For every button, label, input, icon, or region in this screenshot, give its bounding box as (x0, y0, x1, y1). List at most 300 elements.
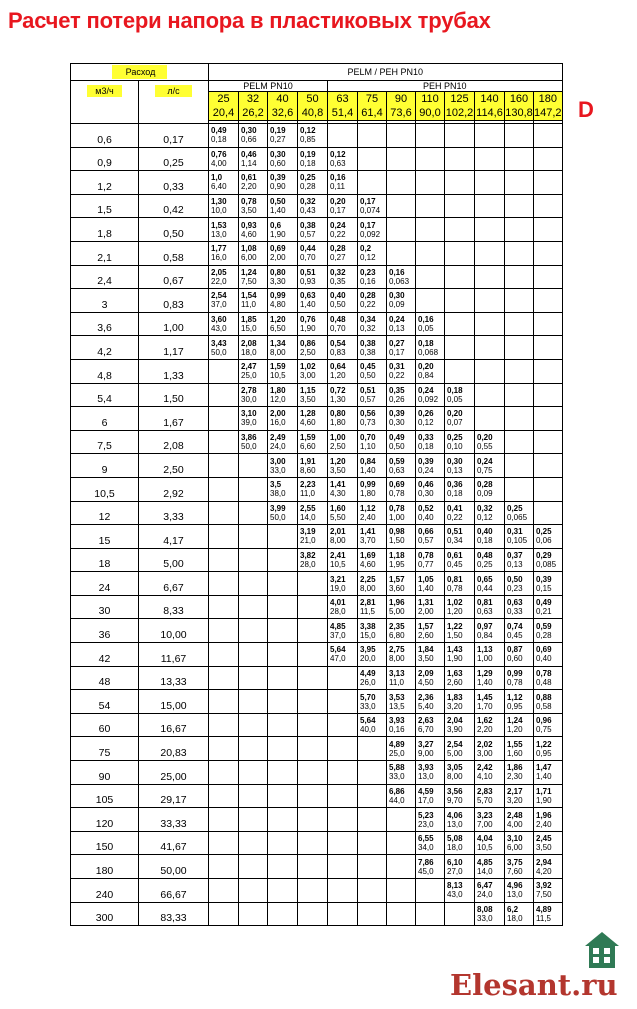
head-loss-table (70, 63, 563, 926)
head-loss-value: 1,20 (330, 371, 346, 381)
velocity-value: 0,49 (389, 433, 405, 443)
page-title: Расчет потери напора в пластиковых трубах (8, 8, 491, 33)
head-loss-value: 0,84 (418, 371, 434, 381)
head-loss-value: 0,78 (507, 677, 523, 687)
velocity-value: 0,69 (389, 480, 405, 490)
velocity-value: 0,76 (300, 315, 316, 325)
value-cell (416, 855, 445, 879)
velocity-value: 1,96 (389, 598, 405, 608)
velocity-value: 2,81 (360, 598, 376, 608)
value-cell (298, 241, 328, 265)
flow-ls-cell: 6,67 (139, 572, 209, 596)
head-loss-value: 3,00 (477, 748, 493, 758)
value-cell (298, 289, 328, 313)
value-cell (298, 312, 328, 336)
velocity-value: 0,61 (241, 173, 257, 183)
velocity-value: 3,75 (507, 857, 523, 867)
value-cell (387, 336, 416, 360)
velocity-value: 0,44 (300, 244, 316, 254)
velocity-value: 1,12 (507, 692, 523, 702)
empty-cell (358, 147, 387, 171)
empty-cell (358, 831, 387, 855)
empty-cell (475, 289, 505, 313)
flow-ls-cell: 11,67 (139, 643, 209, 667)
empty-cell (209, 548, 239, 572)
table-row (71, 194, 563, 218)
value-cell (445, 572, 475, 596)
value-cell (387, 430, 416, 454)
velocity-value: 0,32 (300, 197, 316, 207)
empty-cell (268, 548, 298, 572)
head-loss-value: 16,0 (211, 253, 227, 263)
head-loss-value: 0,12 (360, 253, 376, 263)
head-loss-value: 4,00 (507, 819, 523, 829)
empty-cell (209, 383, 239, 407)
site-logo[interactable]: Elesant.ru (450, 968, 618, 1002)
velocity-value: 3,53 (389, 692, 405, 702)
value-cell (358, 477, 387, 501)
table-row (71, 218, 563, 242)
table-row (71, 359, 563, 383)
head-loss-value: 45,0 (418, 866, 434, 876)
velocity-value: 0,12 (330, 149, 346, 159)
empty-cell (358, 879, 387, 903)
velocity-value: 0,50 (270, 197, 286, 207)
velocity-value: 0,34 (360, 315, 376, 325)
velocity-value: 2,54 (211, 291, 227, 301)
value-cell (239, 430, 268, 454)
empty-cell (358, 737, 387, 761)
empty-cell (239, 855, 268, 879)
head-loss-value: 0,16 (389, 725, 405, 735)
pipe-size-header (328, 92, 358, 121)
velocity-value: 1,41 (330, 480, 346, 490)
flow-ls-cell: 50,00 (139, 855, 209, 879)
velocity-value: 8,13 (447, 881, 463, 891)
head-loss-value: 11,0 (241, 300, 256, 310)
empty-cell (328, 666, 358, 690)
value-cell (268, 407, 298, 431)
empty-cell (505, 241, 534, 265)
head-loss-value: 5,40 (418, 701, 434, 711)
velocity-value: 0,25 (447, 433, 463, 443)
velocity-value: 1,29 (477, 668, 493, 678)
pipe-size-header (268, 92, 298, 121)
velocity-value: 1,30 (211, 197, 227, 207)
empty-cell (239, 784, 268, 808)
velocity-value: 8,08 (477, 904, 493, 914)
table-row (71, 666, 563, 690)
value-cell (416, 501, 445, 525)
flow-ls-cell: 0,42 (139, 194, 209, 218)
head-loss-value: 1,10 (360, 442, 376, 452)
velocity-value: 2,36 (418, 692, 434, 702)
empty-cell (298, 643, 328, 667)
value-cell (328, 265, 358, 289)
value-cell (358, 218, 387, 242)
velocity-value: 0,28 (330, 244, 346, 254)
head-loss-value: 4,50 (418, 677, 434, 687)
value-cell (358, 713, 387, 737)
value-cell (475, 619, 505, 643)
empty-cell (505, 218, 534, 242)
head-loss-value: 0,26 (389, 394, 405, 404)
head-loss-value: 0,57 (418, 536, 434, 546)
head-loss-value: 0,60 (270, 158, 286, 168)
empty-cell (328, 713, 358, 737)
velocity-value: 0,6 (270, 220, 282, 230)
empty-cell (209, 430, 239, 454)
velocity-value: 0,69 (536, 645, 552, 655)
value-cell (475, 831, 505, 855)
velocity-value: 0,24 (477, 456, 493, 466)
velocity-value: 0,39 (270, 173, 286, 183)
velocity-value: 3,27 (418, 739, 434, 749)
head-loss-value: 11,5 (360, 607, 375, 617)
velocity-value: 4,85 (477, 857, 493, 867)
pipe-size-header (475, 92, 505, 121)
head-loss-value: 25,0 (389, 748, 405, 758)
head-loss-value: 4,10 (477, 772, 493, 782)
velocity-value: 1,86 (507, 763, 523, 773)
flow-ls-cell: 0,83 (139, 289, 209, 313)
pipe-size-header (358, 92, 387, 121)
value-cell (416, 477, 445, 501)
value-cell (534, 879, 563, 903)
velocity-value: 0,51 (360, 385, 376, 395)
velocity-value: 0,20 (418, 362, 434, 372)
velocity-value: 1,08 (241, 244, 257, 254)
flow-ls-cell: 2,50 (139, 454, 209, 478)
empty-cell (505, 124, 534, 148)
empty-cell (328, 855, 358, 879)
velocity-value: 2,54 (447, 739, 463, 749)
velocity-value: 1,20 (330, 456, 346, 466)
empty-cell (209, 572, 239, 596)
unit-ls-label: л/с (155, 85, 191, 97)
value-cell (209, 289, 239, 313)
head-loss-value: 3,20 (507, 795, 523, 805)
empty-cell (445, 336, 475, 360)
empty-cell (534, 241, 563, 265)
value-cell (298, 171, 328, 195)
value-cell (328, 643, 358, 667)
value-cell (505, 784, 534, 808)
velocity-value: 1,60 (330, 503, 346, 513)
value-cell (239, 218, 268, 242)
value-cell (298, 454, 328, 478)
empty-cell (328, 902, 358, 926)
table-row (71, 713, 563, 737)
empty-cell (328, 831, 358, 855)
head-loss-value: 44,0 (389, 795, 405, 805)
empty-cell (268, 713, 298, 737)
value-cell (505, 808, 534, 832)
velocity-value: 2,41 (330, 550, 346, 560)
flow-ls-cell: 5,00 (139, 548, 209, 572)
velocity-value: 0,87 (507, 645, 523, 655)
flow-header-label: Расход (112, 65, 168, 79)
head-loss-value: 28,0 (300, 559, 316, 569)
empty-cell (505, 359, 534, 383)
head-loss-value: 0,45 (447, 559, 463, 569)
flow-m3h-cell: 7,5 (71, 430, 139, 454)
value-cell (298, 124, 328, 148)
table-row (71, 430, 563, 454)
velocity-value: 0,80 (330, 409, 346, 419)
velocity-value: 1,24 (241, 267, 257, 277)
head-loss-value: 18,0 (507, 913, 523, 923)
value-cell (328, 241, 358, 265)
value-cell (268, 383, 298, 407)
value-cell (445, 548, 475, 572)
velocity-value: 0,78 (241, 197, 257, 207)
empty-cell (358, 855, 387, 879)
empty-cell (534, 336, 563, 360)
empty-cell (534, 359, 563, 383)
empty-cell (328, 784, 358, 808)
velocity-value: 0,70 (360, 433, 376, 443)
empty-cell (505, 147, 534, 171)
empty-cell (534, 383, 563, 407)
value-cell (298, 218, 328, 242)
value-cell (387, 666, 416, 690)
velocity-value: 0,48 (330, 315, 346, 325)
value-cell (298, 430, 328, 454)
head-loss-value: 3,30 (270, 276, 286, 286)
value-cell (475, 737, 505, 761)
head-loss-value: 0,55 (477, 442, 493, 452)
velocity-value: 0,37 (507, 550, 523, 560)
empty-cell (387, 124, 416, 148)
empty-cell (505, 265, 534, 289)
value-cell (268, 194, 298, 218)
empty-cell (534, 218, 563, 242)
head-loss-value: 12,0 (270, 394, 286, 404)
value-cell (239, 383, 268, 407)
pipe-inner-diameter: 102,2 (445, 107, 474, 119)
empty-cell (534, 171, 563, 195)
empty-cell (268, 784, 298, 808)
value-cell (534, 855, 563, 879)
value-cell (387, 784, 416, 808)
value-cell (298, 407, 328, 431)
empty-cell (387, 241, 416, 265)
empty-cell (298, 879, 328, 903)
velocity-value: 2,47 (241, 362, 257, 372)
empty-cell (239, 831, 268, 855)
velocity-value: 2,25 (360, 574, 376, 584)
empty-cell (328, 808, 358, 832)
flow-ls-cell: 13,33 (139, 666, 209, 690)
head-loss-value: 0,50 (389, 442, 405, 452)
value-cell (534, 808, 563, 832)
value-cell (475, 454, 505, 478)
velocity-value: 2,48 (507, 810, 523, 820)
value-cell (416, 666, 445, 690)
velocity-value: 0,86 (300, 338, 316, 348)
pipe-nominal-size: 25 (217, 93, 230, 105)
velocity-value: 0,38 (300, 220, 316, 230)
table-row (71, 525, 563, 549)
value-cell (475, 690, 505, 714)
head-loss-value: 1,80 (330, 418, 346, 428)
value-cell (387, 761, 416, 785)
head-loss-value: 0,66 (241, 135, 257, 145)
velocity-value: 1,02 (300, 362, 316, 372)
value-cell (505, 643, 534, 667)
head-loss-value: 0,60 (507, 654, 523, 664)
empty-cell (239, 713, 268, 737)
empty-cell (387, 831, 416, 855)
value-cell (534, 902, 563, 926)
unit-m3h-header (71, 81, 139, 124)
empty-cell (505, 336, 534, 360)
velocity-value: 0,93 (241, 220, 257, 230)
velocity-value: 3,92 (536, 881, 552, 891)
empty-cell (328, 124, 358, 148)
flow-m3h-cell: 5,4 (71, 383, 139, 407)
head-loss-value: 0,63 (477, 607, 493, 617)
velocity-value: 3,23 (477, 810, 493, 820)
velocity-value: 3,43 (211, 338, 227, 348)
head-loss-value: 0,84 (477, 630, 493, 640)
pipe-size-header (416, 92, 445, 121)
empty-cell (505, 171, 534, 195)
empty-cell (209, 879, 239, 903)
head-loss-value: 0,78 (389, 489, 405, 499)
empty-cell (416, 265, 445, 289)
head-loss-value: 10,5 (270, 371, 286, 381)
head-loss-value: 15,0 (360, 630, 376, 640)
flow-ls-cell: 16,67 (139, 713, 209, 737)
empty-cell (239, 690, 268, 714)
flow-m3h-cell: 24 (71, 572, 139, 596)
value-cell (505, 690, 534, 714)
table-row (71, 572, 563, 596)
empty-cell (445, 218, 475, 242)
velocity-value: 5,70 (360, 692, 376, 702)
value-cell (387, 643, 416, 667)
empty-cell (505, 477, 534, 501)
empty-cell (239, 902, 268, 926)
velocity-value: 2,75 (389, 645, 405, 655)
head-loss-value: 1,95 (389, 559, 405, 569)
head-loss-value: 0,10 (447, 442, 463, 452)
velocity-value: 3,21 (330, 574, 346, 584)
value-cell (534, 784, 563, 808)
empty-cell (387, 879, 416, 903)
empty-cell (416, 124, 445, 148)
empty-cell (268, 855, 298, 879)
head-loss-value: 0,95 (507, 701, 523, 711)
head-loss-value: 3,50 (536, 843, 552, 853)
head-loss-value: 1,40 (418, 583, 434, 593)
value-cell (445, 407, 475, 431)
value-cell (445, 808, 475, 832)
empty-cell (328, 690, 358, 714)
velocity-value: 0,30 (270, 149, 286, 159)
empty-cell (298, 784, 328, 808)
value-cell (209, 241, 239, 265)
velocity-value: 1,12 (360, 503, 376, 513)
value-cell (268, 359, 298, 383)
empty-cell (416, 879, 445, 903)
table-row (71, 265, 563, 289)
flow-ls-cell: 83,33 (139, 902, 209, 926)
velocity-value: 3,5 (270, 480, 282, 490)
head-loss-value: 0,73 (360, 418, 376, 428)
head-loss-value: 24,0 (270, 442, 286, 452)
velocity-value: 1,59 (300, 433, 316, 443)
head-loss-value: 13,0 (447, 819, 463, 829)
flow-m3h-cell: 90 (71, 761, 139, 785)
head-loss-value: 39,0 (241, 418, 257, 428)
velocity-value: 0,33 (418, 433, 434, 443)
flow-m3h-cell: 120 (71, 808, 139, 832)
head-loss-value: 0,12 (418, 418, 434, 428)
value-cell (475, 525, 505, 549)
empty-cell (209, 713, 239, 737)
value-cell (445, 737, 475, 761)
value-cell (358, 690, 387, 714)
value-cell (268, 477, 298, 501)
empty-cell (268, 737, 298, 761)
head-loss-value: 0,09 (389, 300, 405, 310)
head-loss-value: 0,13 (507, 559, 523, 569)
velocity-value: 1,22 (536, 739, 552, 749)
head-loss-value: 10,5 (477, 843, 493, 853)
value-cell (358, 194, 387, 218)
head-loss-value: 0,065 (507, 512, 528, 522)
flow-ls-cell: 0,58 (139, 241, 209, 265)
head-loss-value: 0,43 (300, 206, 316, 216)
velocity-value: 0,78 (418, 550, 434, 560)
velocity-value: 1,63 (447, 668, 463, 678)
velocity-value: 1,00 (330, 433, 346, 443)
head-loss-value: 0,40 (418, 512, 434, 522)
flow-m3h-cell: 300 (71, 902, 139, 926)
flow-m3h-cell: 75 (71, 737, 139, 761)
empty-cell (445, 147, 475, 171)
velocity-value: 0,76 (211, 149, 227, 159)
value-cell (505, 572, 534, 596)
value-cell (416, 454, 445, 478)
value-cell (505, 737, 534, 761)
flow-ls-cell: 0,50 (139, 218, 209, 242)
head-loss-value: 0,57 (300, 229, 316, 239)
velocity-value: 0,38 (360, 338, 376, 348)
value-cell (445, 831, 475, 855)
flow-ls-cell: 15,00 (139, 690, 209, 714)
value-cell (328, 194, 358, 218)
empty-cell (268, 902, 298, 926)
velocity-value: 0,78 (389, 503, 405, 513)
velocity-value: 0,78 (536, 668, 552, 678)
value-cell (358, 336, 387, 360)
value-cell (445, 784, 475, 808)
velocity-value: 1,83 (447, 692, 463, 702)
head-loss-value: 0,06 (536, 536, 552, 546)
flow-m3h-cell: 1,5 (71, 194, 139, 218)
pipe-size-header (505, 92, 534, 121)
value-cell (328, 454, 358, 478)
head-loss-value: 1,40 (360, 465, 376, 475)
velocity-value: 0,32 (330, 267, 346, 277)
velocity-value: 0,30 (389, 291, 405, 301)
head-loss-value: 1,20 (507, 725, 523, 735)
value-cell (534, 619, 563, 643)
